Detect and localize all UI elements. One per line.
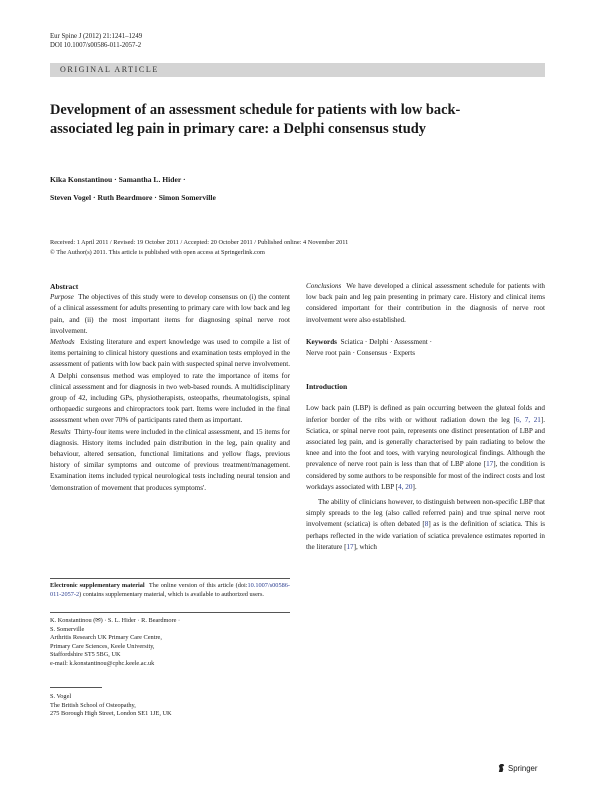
affiliation-1-department: Primary Care Sciences, Keele University, — [50, 642, 155, 650]
journal-citation: Eur Spine J (2012) 21:1241–1249 — [50, 33, 143, 40]
right-column — [306, 281, 545, 553]
doi-line: DOI 10.1007/s00586-011-2057-2 — [50, 42, 142, 49]
affiliation-2-name: S. Vogel — [50, 693, 72, 700]
citation-link[interactable]: 8 — [424, 520, 429, 529]
abstract-methods — [50, 337, 290, 427]
purpose-label: Purpose — [50, 293, 74, 302]
intro-paragraph-1 — [306, 403, 545, 493]
publisher-logo — [497, 763, 537, 773]
conclusions-label: Conclusions — [306, 282, 342, 290]
intro-p2-text-a: The ability of clinicians however, to distinguish between non-specific LBP that simply spreads to the leg (also called referred pain) and true spinal nerve root involvement (sciatica) is often debated [ — [306, 498, 545, 529]
keywords-label: Keywords — [306, 337, 337, 346]
abstract-results — [50, 427, 290, 494]
author-list — [50, 171, 470, 207]
keywords — [306, 337, 545, 359]
affiliation-1-institution: Arthritis Research UK Primary Care Centre, — [50, 634, 162, 642]
article-type-banner — [50, 63, 545, 77]
conclusions-text: We have developed a clinical assessment schedule for patients with low back pain and leg pain presenting in primary care. History and clinical items considered important for their contribution in the diagnosis of nerve root involvement were also established. — [306, 282, 545, 324]
affiliation-1-names-cont: S. Somerville — [50, 625, 85, 633]
methods-label: Methods — [50, 338, 75, 347]
abstract-conclusions — [306, 281, 545, 326]
affiliation-1 — [50, 617, 290, 669]
affiliation-short-divider — [50, 687, 102, 688]
affiliation-1-address: Staffordshire ST5 5BG, UK — [50, 651, 121, 659]
citation-link[interactable]: 17 — [486, 460, 494, 469]
citation-link[interactable]: 4, 20 — [398, 482, 413, 491]
dates-line: Received: 1 April 2011 / Revised: 19 October 2011 / Accepted: 20 October 2011 / Published online: 4 November 2011 — [50, 239, 349, 246]
author-line-2: Steven Vogel · Ruth Beardmore · Simon Somerville — [50, 193, 216, 202]
intro-paragraph-2 — [306, 497, 545, 553]
abstract-heading: Abstract — [50, 282, 79, 291]
affiliation-1-names: K. Konstantinou (✉) · S. L. Hider · R. Beardmore · — [50, 617, 181, 624]
affiliation-2-institution: The British School of Osteopathy, — [50, 701, 136, 709]
citation-link[interactable]: 6, 7, 21 — [515, 415, 541, 424]
copyright-line: © The Author(s) 2011. This article is published with open access at Springerlink.com — [50, 248, 265, 256]
results-text: Thirty-four items were included in the clinical assessment, and 15 items for diagnosis. History items included pain distribution in the leg, pain quality and behaviour, altered sensation, functional limitations and yellow flags, previous history of similar symptoms and outcome of previous treatment/management. Examination items included typical neurological tests including neural tension and 'demonstration of movement that produces symptoms'. — [50, 427, 290, 492]
intro-p1-text-c: ], the condition is considered by some authors to be responsible for most of the indirect costs and lost workdays associated with LBP [ — [306, 460, 545, 491]
intro-p1-text-b: ]. Sciatica, or spinal nerve root pain, represents one distinct presentation of LBP and associated leg pain, and is generally characterised by pain radiating to below the knee and into the foot and toes, with varying neurological findings. Although the prevalence of nerve root pain is less than that of LBP alone [ — [306, 415, 546, 469]
citation-link[interactable]: 17 — [346, 542, 354, 551]
intro-p1-text-a: Low back pain (LBP) is defined as pain occurring between the gluteal folds and inferior border of the ribs with or without radiation down the leg [ — [306, 404, 545, 424]
methods-text: Existing literature and expert knowledge was used to compile a list of items pertaining to clinical history questions and examination tests employed in the assessment of patients with low back pain with suspected spinal nerve involvement. A Delphi consensus method was employed to rate the importance of items for clinical assessment and for diagnosis in two web-based rounds. A multidisciplinary group of 42, including GPs, physiotherapists, osteopaths, rheumatologists, spinal orthopaedic surgeons and chiropractors took part. Items were included in the final assessment when over 70% of participants rated them as important. — [50, 338, 290, 425]
article-title: Development of an assessment schedule for patients with low back-associated leg pain in primary care: a Delphi consensus study — [50, 102, 461, 137]
affiliation-divider — [50, 612, 290, 613]
affiliation-2-address: 275 Borough High Street, London SE1 1JE, UK — [50, 710, 172, 718]
purpose-text: The objectives of this study were to develop consensus on (i) the content of a clinical assessment for adults presenting to primary care with low back and leg pain, and (ii) the most important items for diagnosing spinal nerve root involvement. — [50, 293, 290, 335]
supplementary-label: Electronic supplementary material — [50, 582, 145, 589]
supplementary-text-b: ) contains supplementary material, which is available to authorized users. — [79, 590, 264, 598]
affiliation-1-email[interactable]: e-mail: k.konstantinou@cphc.keele.ac.uk — [50, 659, 155, 667]
publisher-name: Springer — [508, 764, 538, 773]
introduction-heading: Introduction — [306, 382, 348, 392]
article-type-label: ORIGINAL ARTICLE — [60, 65, 159, 74]
abstract-purpose — [50, 292, 290, 337]
springer-horse-icon — [497, 763, 506, 773]
supplementary-doi-link[interactable]: 10.1007/s00586-011-2057-2 — [50, 582, 290, 598]
keywords-line-2: Nerve root pain · Consensus · Experts — [306, 349, 416, 358]
keywords-line-1: Sciatica · Delphi · Assessment · — [340, 337, 432, 346]
publication-dates — [50, 238, 545, 257]
intro-p1-text-d: ]. — [412, 482, 417, 491]
intro-p2-text-c: ], which — [353, 542, 377, 551]
results-label: Results — [50, 427, 71, 436]
abstract-column — [50, 281, 290, 494]
intro-p2-text-b: ] as is the definition of sciatica. This is perhaps reflected in the wide variation of sciatica prevalence estimates reported in the literature [ — [306, 520, 545, 551]
supplementary-note — [50, 578, 290, 599]
author-line-1: Kika Konstantinou · Samantha L. Hider · — [50, 175, 186, 184]
affiliation-2 — [50, 693, 290, 719]
supplementary-text-a: The online version of this article (doi: — [148, 582, 248, 589]
